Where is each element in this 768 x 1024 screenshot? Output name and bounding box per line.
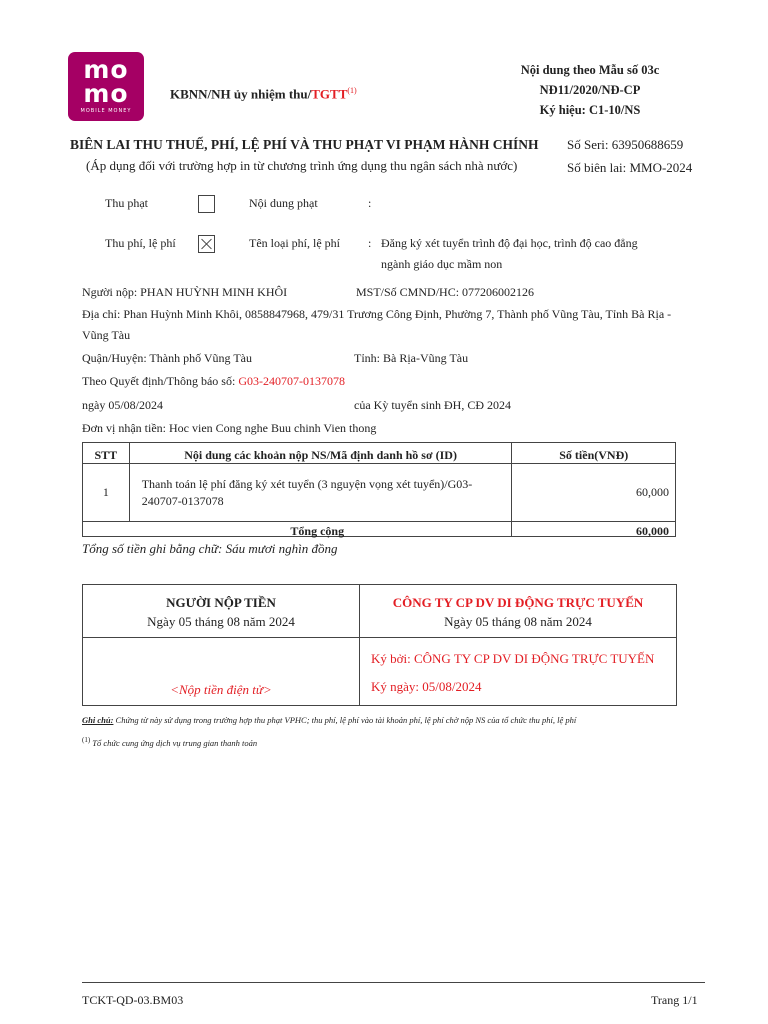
- table-header-row: [83, 443, 676, 464]
- footer-divider: [82, 982, 705, 983]
- document-subtitle: (Áp dụng đối với trường hợp in từ chương trình ứng dụng thu ngân sách nhà nước): [86, 158, 518, 173]
- form-line3: Ký hiệu: C1-10/NS: [539, 103, 641, 117]
- total-label: Tổng cộng: [83, 522, 512, 537]
- signed-by: Ký bởi: CÔNG TY CP DV DI ĐỘNG TRỰC TUYẾN: [371, 651, 655, 666]
- payer-address-2: Vũng Tàu: [82, 328, 131, 342]
- row-stt: 1: [83, 464, 130, 522]
- company-signature-date: Ngày 05 tháng 08 năm 2024: [444, 614, 592, 629]
- payer-province: Tỉnh: Bà Rịa-Vũng Tàu: [354, 351, 469, 365]
- noi-dung-phat-label: Nội dung phạt: [249, 196, 318, 210]
- logo-tagline: MOBILE MONEY: [80, 108, 132, 114]
- thu-phat-checkbox: [198, 195, 215, 213]
- footer-page: Trang 1/1: [651, 993, 698, 1007]
- decision-of: của Kỳ tuyển sinh ĐH, CĐ 2024: [354, 398, 511, 412]
- signature-row-divider: [83, 637, 676, 638]
- noi-dung-phat-colon: :: [368, 196, 372, 210]
- amount-in-words: Tổng số tiền ghi bằng chữ: Sáu mươi nghìn đồng: [82, 541, 338, 556]
- row-amount: 60,000: [512, 464, 676, 522]
- payer-district: Quận/Huyện: Thành phố Vũng Tàu: [82, 351, 252, 365]
- logo-line2: mo: [83, 79, 129, 108]
- thu-phi-label: Thu phí, lệ phí: [105, 236, 176, 250]
- ten-loai-phi-colon: :: [368, 236, 372, 250]
- table-total-row: [83, 522, 676, 537]
- receiver-unit: Đơn vị nhận tiền: Hoc vien Cong nghe Buu chinh Vien thong: [82, 421, 377, 435]
- form-line2: NĐ11/2020/NĐ-CP: [539, 83, 641, 97]
- logo-line1: mo: [83, 55, 129, 84]
- payer-signature-title: NGƯỜI NỘP TIỀN: [166, 595, 276, 610]
- receipt-number: Số biên lai: MMO-2024: [567, 160, 693, 175]
- decision-date: ngày 05/08/2024: [82, 398, 163, 412]
- payment-table: [82, 442, 676, 537]
- payer-address-1: Địa chỉ: Phan Huỳnh Minh Khôi, 0858847968, 479/31 Trương Công Định, Phường 7, Thành phố Vũng Tàu, Tỉnh Bà Rịa -: [82, 307, 672, 321]
- total-amount: 60,000: [512, 522, 676, 537]
- header-content: Nội dung các khoản nộp NS/Mã định danh hồ sơ (ID): [129, 443, 512, 464]
- payer-name: Người nộp: PHAN HUỲNH MINH KHÔI: [82, 285, 288, 299]
- company-signature-title: CÔNG TY CP DV DI ĐỘNG TRỰC TUYẾN: [392, 595, 644, 610]
- momo-logo: [68, 52, 144, 121]
- header-stt: STT: [83, 443, 130, 464]
- header-amount: Số tiền(VNĐ): [512, 443, 676, 464]
- ten-loai-phi-value-2: ngành giáo dục mầm non: [381, 257, 503, 271]
- ten-loai-phi-value-1: Đăng ký xét tuyển trình độ đại học, trình độ cao đẳng: [381, 236, 638, 250]
- decision-number: Theo Quyết định/Thông báo số: G03-240707-0137078: [82, 374, 345, 388]
- signed-date: Ký ngày: 05/08/2024: [371, 679, 482, 694]
- footnote: $^{(1)}$ Tổ chức cung ứng dịch vụ trung gian thanh toán: [82, 736, 258, 748]
- payer-id: MST/Số CMND/HC: 077206002126: [356, 285, 535, 299]
- signature-box: [82, 584, 677, 706]
- thu-phat-label: Thu phạt: [105, 196, 148, 210]
- electronic-payment-note: <Nộp tiền điện tử>: [170, 682, 272, 697]
- table-row: [83, 464, 676, 522]
- serial-number: Số Seri: 63950688659: [567, 137, 684, 152]
- agent-label: KBNN/NH ủy nhiệm thu/TGTT$^{(1)}$: [170, 86, 357, 102]
- row-content: Thanh toán lệ phí đăng ký xét tuyển (3 nguyện vọng xét tuyển)/G03- 240707-0137078: [129, 464, 512, 522]
- note: Ghi chú: Chứng từ này sử dụng trong trường hợp thu phạt VPHC; thu phí, lệ phí vào tài khoản phí, lệ phí chờ nộp NS của tổ chức thu phí, lệ phí: [82, 715, 577, 725]
- payer-signature-date: Ngày 05 tháng 08 năm 2024: [147, 614, 295, 629]
- form-line1: Nội dung theo Mẫu số 03c: [520, 63, 660, 77]
- thu-phi-checkbox-checked: [198, 235, 215, 253]
- document-title: BIÊN LAI THU THUẾ, PHÍ, LỆ PHÍ VÀ THU PHẠT VI PHẠM HÀNH CHÍNH: [70, 137, 539, 152]
- footer-code: TCKT-QD-03.BM03: [82, 993, 184, 1007]
- ten-loai-phi-label: Tên loại phí, lệ phí: [249, 236, 340, 250]
- form-info: [490, 60, 690, 120]
